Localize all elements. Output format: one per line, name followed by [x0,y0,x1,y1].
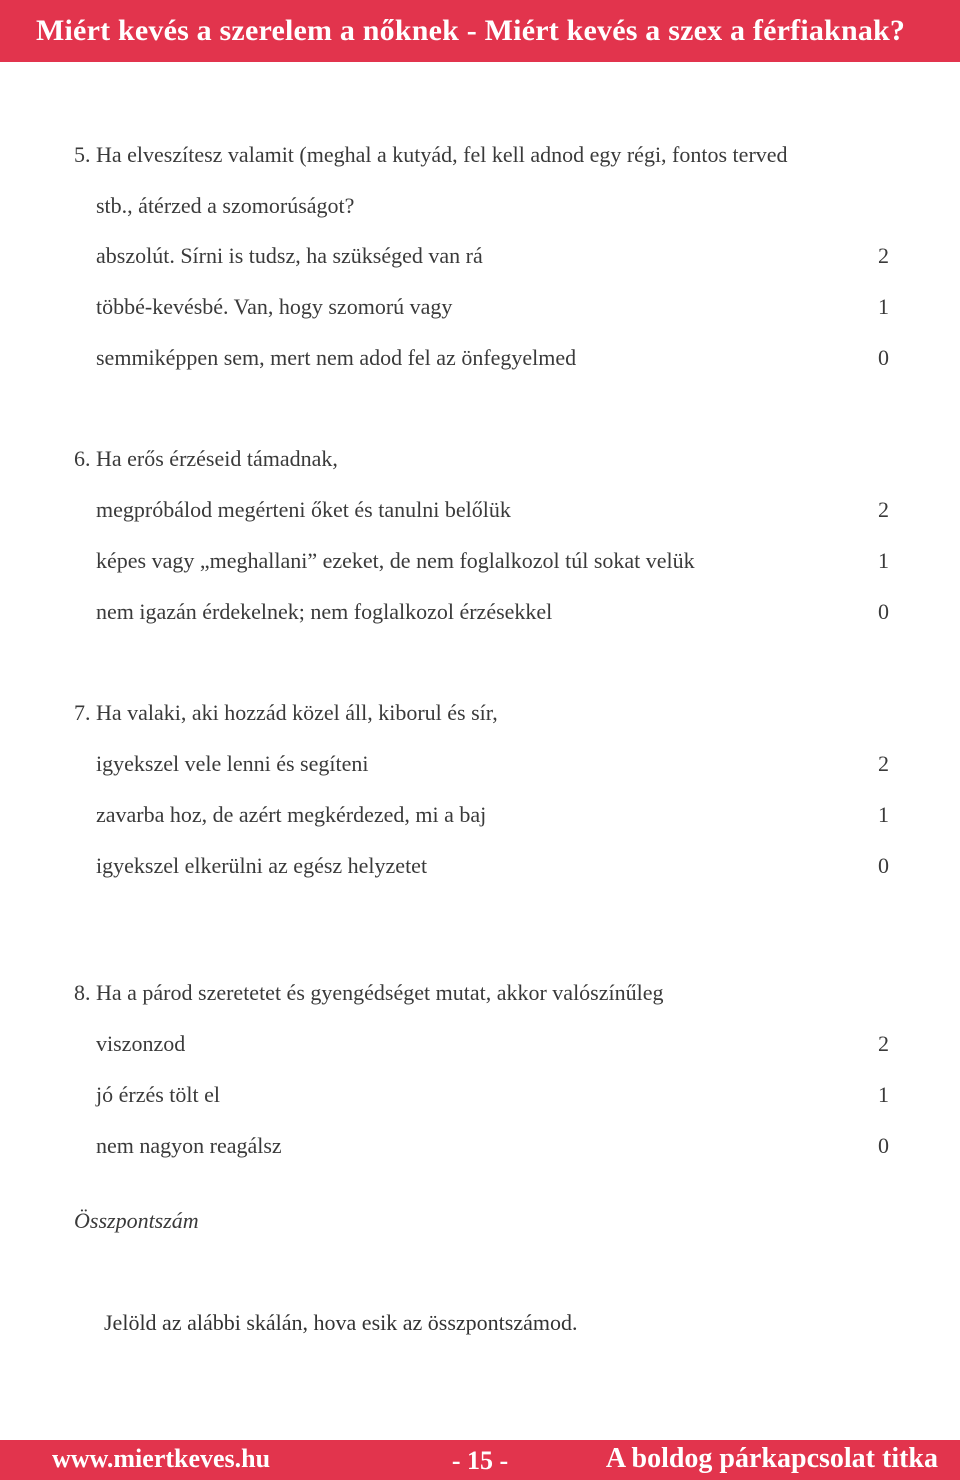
page-number: - 15 - [451,1446,509,1475]
answer-label: semmiképpen sem, mert nem adod fel az önfegyelmed [96,345,577,370]
answer-label: nem igazán érdekelnek; nem foglalkozol érzésekkel [96,599,553,624]
website-link[interactable]: www.miertkeves.hu [52,1444,271,1473]
question-5: 5. Ha elveszítesz valamit (meghal a kutyád, fel kell adnod egy régi, fontos terved [74,142,788,167]
answer-score: 0 [878,345,889,370]
total-score-label: Összpontszám [74,1208,199,1233]
answer-label: igyekszel elkerülni az egész helyzetet [96,853,428,878]
answer-label: viszonzod [96,1031,186,1056]
answer-score: 1 [878,1082,889,1107]
answer-score: 0 [878,1133,889,1158]
page-footer [0,1440,960,1480]
page-header [0,0,960,62]
scale-instruction: Jelöld az alábbi skálán, hova esik az összpontszámod. [104,1310,578,1335]
answer-score: 2 [878,1031,889,1056]
header-title: Miért kevés a szerelem a nőknek - Miért kevés a szex a férfiaknak? [36,14,906,47]
answer-score: 0 [878,599,889,624]
answer-score: 1 [878,294,889,319]
answer-label: képes vagy „meghallani” ezeket, de nem foglalkozol túl sokat velük [96,548,695,573]
answer-label: megpróbálod megérteni őket és tanulni belőlük [96,497,511,522]
answer-label: többé-kevésbé. Van, hogy szomorú vagy [96,294,453,319]
answer-score: 0 [878,853,889,878]
question-6: 6. Ha erős érzéseid támadnak, [74,446,338,471]
answer-score: 2 [878,497,889,522]
footer-tagline: A boldog párkapcsolat titka [605,1443,938,1474]
answer-score: 1 [878,548,889,573]
answer-label: igyekszel vele lenni és segíteni [96,751,369,776]
answer-label: nem nagyon reagálsz [96,1133,282,1158]
answer-label: zavarba hoz, de azért megkérdezed, mi a baj [96,802,487,827]
answer-label: jó érzés tölt el [96,1082,221,1107]
question-5-continuation: stb., átérzed a szomorúságot? [96,193,355,218]
question-8: 8. Ha a párod szeretetet és gyengédséget mutat, akkor valószínűleg [74,980,664,1005]
answer-label: abszolút. Sírni is tudsz, ha szükséged van rá [96,243,483,268]
answer-score: 2 [878,751,889,776]
answer-score: 2 [878,243,889,268]
question-7: 7. Ha valaki, aki hozzád közel áll, kiborul és sír, [74,700,498,725]
answer-score: 1 [878,802,889,827]
